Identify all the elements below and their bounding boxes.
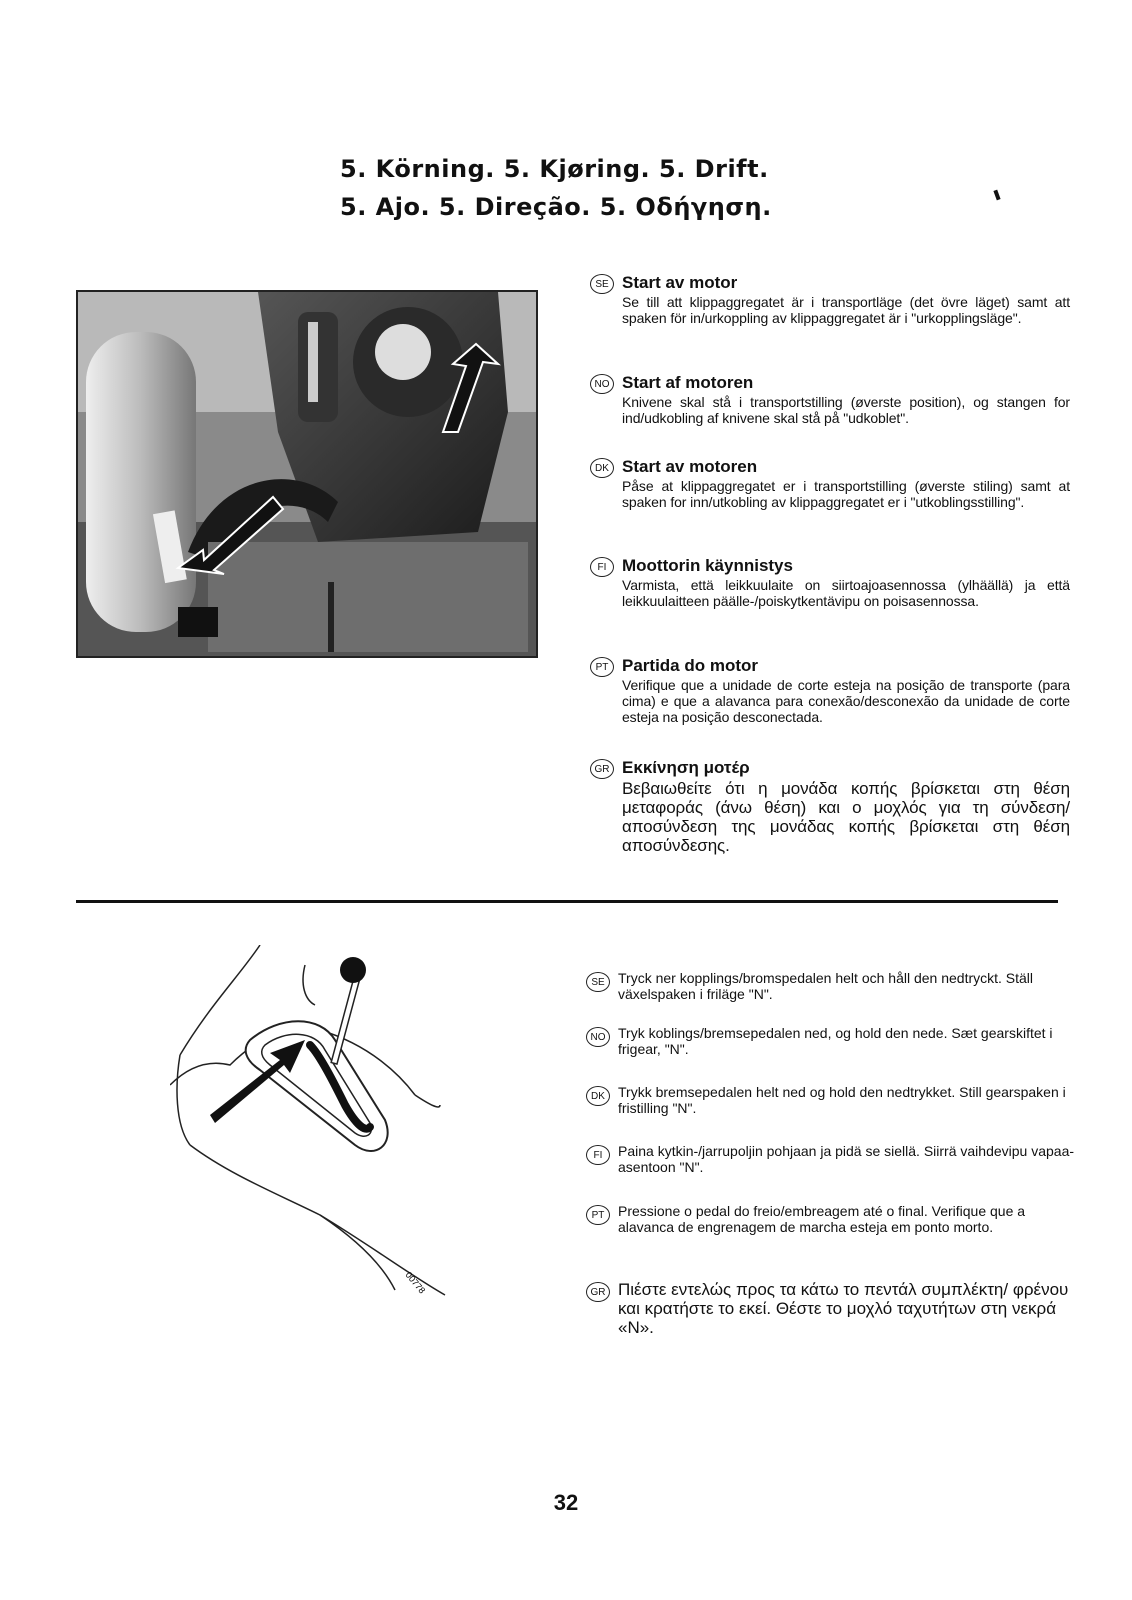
lang-heading: Εκκίνηση μοτέρ bbox=[622, 758, 750, 777]
fi-badge-icon: FI bbox=[586, 1145, 610, 1165]
dk-badge-icon: DK bbox=[586, 1086, 610, 1106]
lang-block-fi bbox=[590, 555, 1070, 609]
step-no bbox=[586, 1025, 1076, 1057]
step-se bbox=[586, 970, 1076, 1002]
lang-heading: Start av motor bbox=[622, 273, 738, 292]
page-number: 32 bbox=[553, 1490, 579, 1515]
illustration-code: 00778 bbox=[403, 1269, 428, 1296]
fi-badge-icon: FI bbox=[590, 557, 614, 577]
lang-body: Verifique que a unidade de corte esteja na posição de transporte (para cima) e que a alavanca para conexão/desconexão da unidade de corte esteja na posição desconectada. bbox=[622, 677, 1070, 725]
step-text: Πιέστε εντελώς προς τα κάτω το πεντάλ συμπλέκτη/ φρένου και κρατήστε το εκεί. Θέστε το μοχλό ταχυτήτων στη νεκρά «N». bbox=[618, 1280, 1069, 1337]
lang-block-pt bbox=[590, 655, 1070, 725]
stray-mark bbox=[993, 190, 1000, 201]
engine-photo bbox=[76, 290, 538, 658]
lang-block-se bbox=[590, 272, 1070, 326]
step-text: Tryk koblings/bremsepedalen ned, og hold den nede. Sæt gearskiftet i frigear, "N". bbox=[618, 1025, 1053, 1057]
gr-badge-icon: GR bbox=[590, 759, 614, 779]
lang-body: Se till att klippaggregatet är i transportläge (det övre läget) samt att spaken för in/urkoppling av klippaggregatet är i "urkopplingsläge". bbox=[622, 294, 1070, 326]
engine-photo-drawing bbox=[78, 292, 536, 656]
no-badge-icon: NO bbox=[590, 374, 614, 394]
gear-lever-drawing bbox=[170, 945, 470, 1305]
lang-block-no bbox=[590, 372, 1070, 426]
pt-badge-icon: PT bbox=[590, 657, 614, 677]
step-pt bbox=[586, 1203, 1076, 1235]
step-fi bbox=[586, 1143, 1076, 1175]
step-text: Tryck ner kopplings/bromspedalen helt och håll den nedtryckt. Ställ växelspaken i friläge "N". bbox=[618, 970, 1034, 1002]
lang-block-dk bbox=[590, 456, 1070, 510]
page-title bbox=[340, 150, 772, 226]
no-badge-icon: NO bbox=[586, 1027, 610, 1047]
lang-body: Βεβαιωθείτε ότι η μονάδα κοπής βρίσκεται στη θέση μεταφοράς (άνω θέση) και ο μοχλός για τη σύνδεση/αποσύνδεση της μονάδας κοπής βρίσκεται στη θέση αποσύνδεσης. bbox=[622, 779, 1070, 855]
se-badge-icon: SE bbox=[586, 972, 610, 992]
step-text: Trykk bremsepedalen helt ned og hold den nedtrykket. Still gearspaken i fristilling "N". bbox=[618, 1084, 1066, 1116]
dk-badge-icon: DK bbox=[590, 458, 614, 478]
gr-badge-icon: GR bbox=[586, 1282, 610, 1302]
section-divider bbox=[76, 900, 1058, 903]
lang-heading: Start av motoren bbox=[622, 457, 758, 476]
step-dk bbox=[586, 1084, 1076, 1116]
gear-lever-illustration bbox=[170, 945, 470, 1305]
lang-heading: Moottorin käynnistys bbox=[622, 556, 793, 575]
lang-block-gr bbox=[590, 757, 1070, 855]
pt-badge-icon: PT bbox=[586, 1205, 610, 1225]
lang-heading: Start af motoren bbox=[622, 373, 754, 392]
lang-body: Varmista, että leikkuulaite on siirtoajoasennossa (ylhäällä) ja että leikkuulaitteen päälle-/poiskytkentävipu on poisasennossa. bbox=[622, 577, 1070, 609]
title-line-2: 5. Ajo. 5. Direção. 5. Οδήγηση. bbox=[340, 193, 772, 221]
lang-body: Påse at klippaggregatet er i transportstilling (øverste stiling) samt at spaken for inn/utkobling av klippaggregatet er i "utkoblingsstilling". bbox=[622, 478, 1070, 510]
step-text: Paina kytkin-/jarrupoljin pohjaan ja pidä se siellä. Siirrä vaihdevipu vapaa-asentoon "N". bbox=[618, 1143, 1075, 1175]
lang-body: Knivene skal stå i transportstilling (øverste position), og stangen for ind/udkobling af knivene skal stå på "udkoblet". bbox=[622, 394, 1070, 426]
title-line-1: 5. Körning. 5. Kjøring. 5. Drift. bbox=[340, 155, 769, 183]
se-badge-icon: SE bbox=[590, 274, 614, 294]
step-gr bbox=[586, 1280, 1076, 1337]
step-text: Pressione o pedal do freio/embreagem até o final. Verifique que a alavanca de engrenagem de marcha esteja em ponto morto. bbox=[618, 1203, 1026, 1235]
lang-heading: Partida do motor bbox=[622, 656, 759, 675]
